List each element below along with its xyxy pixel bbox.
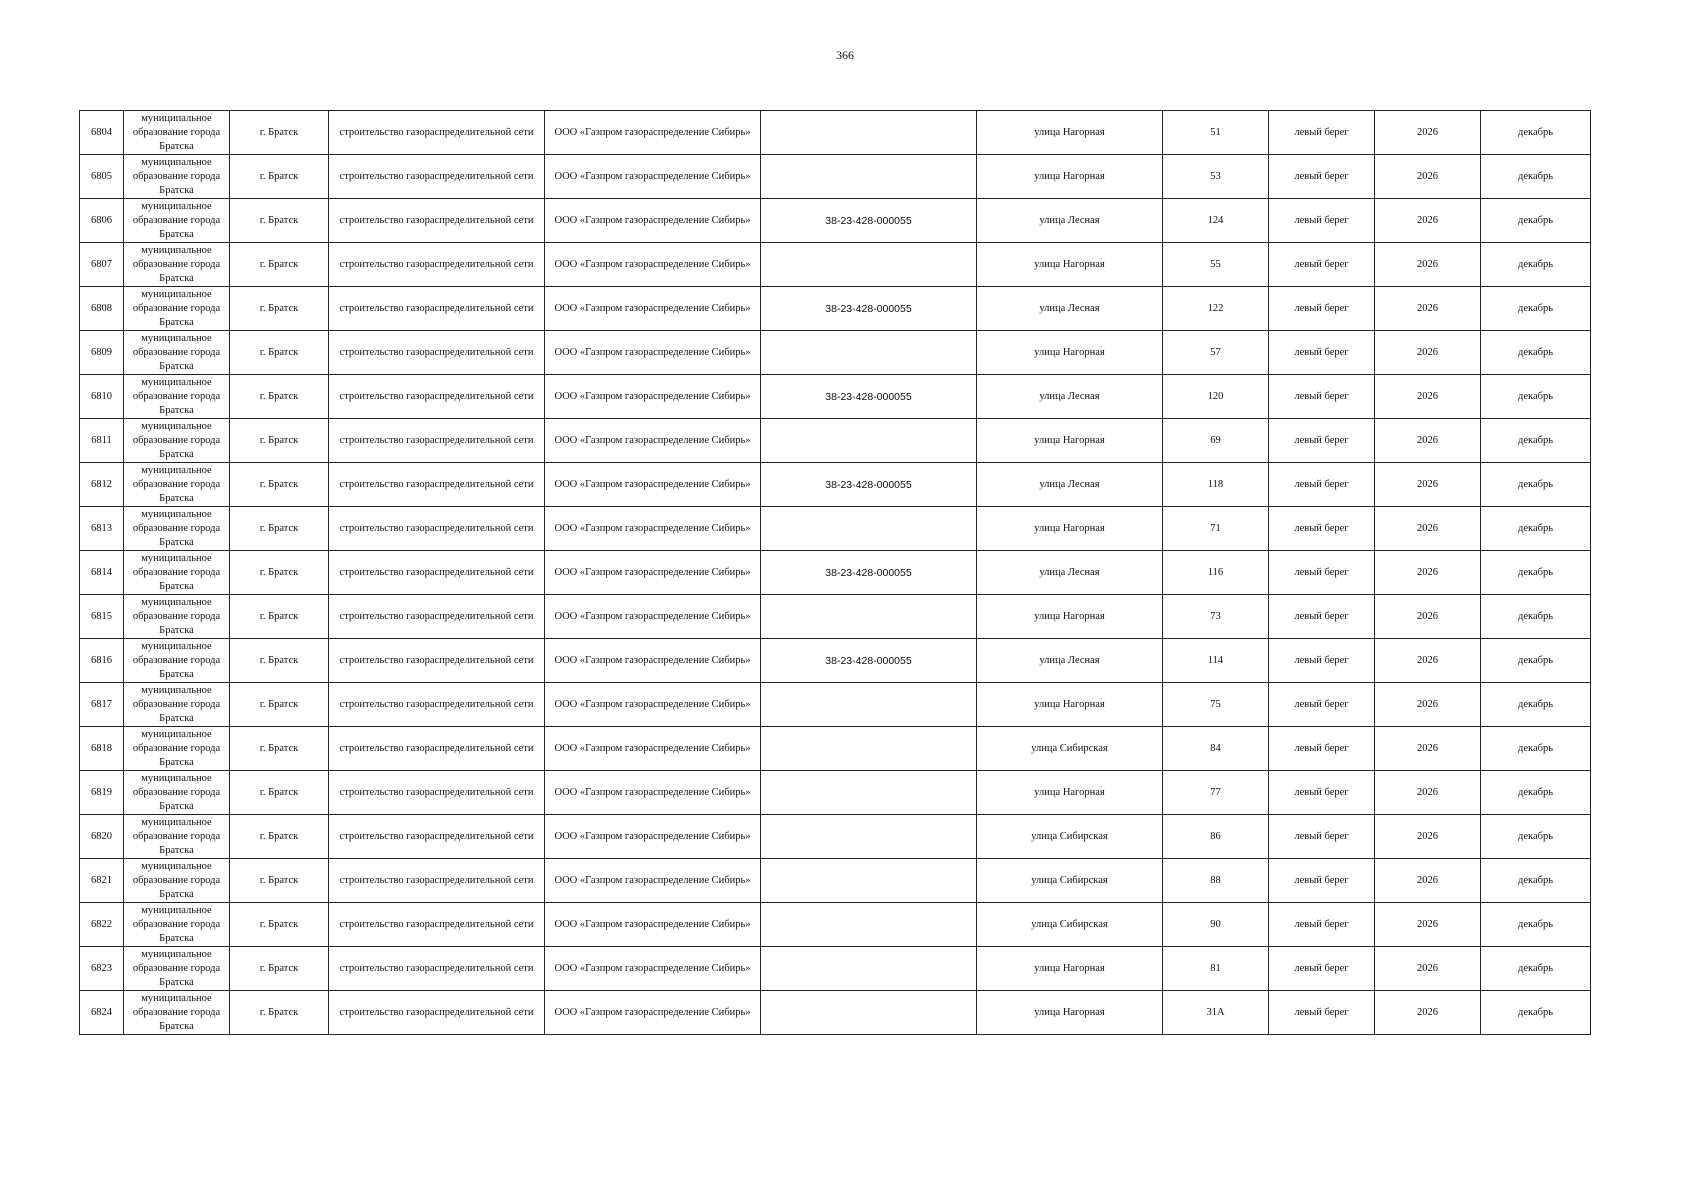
table-row: [80, 463, 1591, 507]
month-cell: декабрь: [1481, 903, 1591, 947]
table-row: [80, 859, 1591, 903]
city-cell: г. Братск: [230, 155, 329, 199]
year-cell: 2026: [1375, 859, 1481, 903]
house-number-cell: 114: [1163, 639, 1269, 683]
organization-cell: ООО «Газпром газораспределение Сибирь»: [545, 683, 761, 727]
river-bank-cell: левый берег: [1269, 947, 1375, 991]
row-number-cell: 6810: [80, 375, 124, 419]
table-row: [80, 375, 1591, 419]
organization-cell: ООО «Газпром газораспределение Сибирь»: [545, 639, 761, 683]
year-cell: 2026: [1375, 331, 1481, 375]
organization-cell: ООО «Газпром газораспределение Сибирь»: [545, 287, 761, 331]
work-type-cell: строительство газораспределительной сети: [329, 287, 545, 331]
organization-cell: ООО «Газпром газораспределение Сибирь»: [545, 595, 761, 639]
city-cell: г. Братск: [230, 639, 329, 683]
organization-cell: ООО «Газпром газораспределение Сибирь»: [545, 463, 761, 507]
organization-cell: ООО «Газпром газораспределение Сибирь»: [545, 243, 761, 287]
year-cell: 2026: [1375, 595, 1481, 639]
work-type-cell: строительство газораспределительной сети: [329, 683, 545, 727]
row-number-cell: 6813: [80, 507, 124, 551]
city-cell: г. Братск: [230, 419, 329, 463]
city-cell: г. Братск: [230, 683, 329, 727]
municipality-cell: муниципальное образование города Братска: [124, 947, 230, 991]
table-row: [80, 683, 1591, 727]
cadastral-number-cell: 38-23-428-000055: [761, 463, 977, 507]
organization-cell: ООО «Газпром газораспределение Сибирь»: [545, 903, 761, 947]
work-type-cell: строительство газораспределительной сети: [329, 507, 545, 551]
work-type-cell: строительство газораспределительной сети: [329, 771, 545, 815]
table-row: [80, 199, 1591, 243]
table-row: [80, 243, 1591, 287]
month-cell: декабрь: [1481, 287, 1591, 331]
work-type-cell: строительство газораспределительной сети: [329, 947, 545, 991]
street-cell: улица Сибирская: [977, 859, 1163, 903]
month-cell: декабрь: [1481, 639, 1591, 683]
street-cell: улица Сибирская: [977, 727, 1163, 771]
year-cell: 2026: [1375, 903, 1481, 947]
organization-cell: ООО «Газпром газораспределение Сибирь»: [545, 947, 761, 991]
city-cell: г. Братск: [230, 991, 329, 1035]
year-cell: 2026: [1375, 419, 1481, 463]
municipality-cell: муниципальное образование города Братска: [124, 595, 230, 639]
organization-cell: ООО «Газпром газораспределение Сибирь»: [545, 551, 761, 595]
cadastral-number-cell: 38-23-428-000055: [761, 375, 977, 419]
street-cell: улица Лесная: [977, 551, 1163, 595]
organization-cell: ООО «Газпром газораспределение Сибирь»: [545, 815, 761, 859]
municipality-cell: муниципальное образование города Братска: [124, 903, 230, 947]
street-cell: улица Нагорная: [977, 111, 1163, 155]
cadastral-number-cell: [761, 947, 977, 991]
street-cell: улица Лесная: [977, 463, 1163, 507]
month-cell: декабрь: [1481, 507, 1591, 551]
house-number-cell: 51: [1163, 111, 1269, 155]
street-cell: улица Нагорная: [977, 507, 1163, 551]
work-type-cell: строительство газораспределительной сети: [329, 991, 545, 1035]
year-cell: 2026: [1375, 683, 1481, 727]
house-number-cell: 71: [1163, 507, 1269, 551]
street-cell: улица Лесная: [977, 287, 1163, 331]
row-number-cell: 6806: [80, 199, 124, 243]
cadastral-number-cell: [761, 419, 977, 463]
row-number-cell: 6808: [80, 287, 124, 331]
cadastral-number-cell: [761, 595, 977, 639]
house-number-cell: 120: [1163, 375, 1269, 419]
municipality-cell: муниципальное образование города Братска: [124, 551, 230, 595]
organization-cell: ООО «Газпром газораспределение Сибирь»: [545, 991, 761, 1035]
river-bank-cell: левый берег: [1269, 419, 1375, 463]
row-number-cell: 6816: [80, 639, 124, 683]
river-bank-cell: левый берег: [1269, 375, 1375, 419]
year-cell: 2026: [1375, 507, 1481, 551]
work-type-cell: строительство газораспределительной сети: [329, 595, 545, 639]
street-cell: улица Нагорная: [977, 771, 1163, 815]
year-cell: 2026: [1375, 375, 1481, 419]
municipality-cell: муниципальное образование города Братска: [124, 507, 230, 551]
street-cell: улица Нагорная: [977, 683, 1163, 727]
registry-rows: [80, 111, 1591, 1035]
city-cell: г. Братск: [230, 859, 329, 903]
city-cell: г. Братск: [230, 111, 329, 155]
street-cell: улица Нагорная: [977, 155, 1163, 199]
table-row: [80, 551, 1591, 595]
river-bank-cell: левый берег: [1269, 727, 1375, 771]
work-type-cell: строительство газораспределительной сети: [329, 375, 545, 419]
municipality-cell: муниципальное образование города Братска: [124, 859, 230, 903]
house-number-cell: 81: [1163, 947, 1269, 991]
month-cell: декабрь: [1481, 771, 1591, 815]
house-number-cell: 53: [1163, 155, 1269, 199]
municipality-cell: муниципальное образование города Братска: [124, 199, 230, 243]
organization-cell: ООО «Газпром газораспределение Сибирь»: [545, 771, 761, 815]
city-cell: г. Братск: [230, 551, 329, 595]
cadastral-number-cell: 38-23-428-000055: [761, 551, 977, 595]
cadastral-number-cell: [761, 331, 977, 375]
city-cell: г. Братск: [230, 771, 329, 815]
row-number-cell: 6823: [80, 947, 124, 991]
year-cell: 2026: [1375, 155, 1481, 199]
street-cell: улица Сибирская: [977, 903, 1163, 947]
year-cell: 2026: [1375, 947, 1481, 991]
row-number-cell: 6805: [80, 155, 124, 199]
month-cell: декабрь: [1481, 595, 1591, 639]
municipality-cell: муниципальное образование города Братска: [124, 287, 230, 331]
municipality-cell: муниципальное образование города Братска: [124, 375, 230, 419]
month-cell: декабрь: [1481, 155, 1591, 199]
city-cell: г. Братск: [230, 331, 329, 375]
municipality-cell: муниципальное образование города Братска: [124, 727, 230, 771]
cadastral-number-cell: [761, 111, 977, 155]
river-bank-cell: левый берег: [1269, 683, 1375, 727]
organization-cell: ООО «Газпром газораспределение Сибирь»: [545, 155, 761, 199]
table-row: [80, 595, 1591, 639]
river-bank-cell: левый берег: [1269, 287, 1375, 331]
row-number-cell: 6819: [80, 771, 124, 815]
cadastral-number-cell: [761, 859, 977, 903]
year-cell: 2026: [1375, 815, 1481, 859]
month-cell: декабрь: [1481, 683, 1591, 727]
house-number-cell: 73: [1163, 595, 1269, 639]
month-cell: декабрь: [1481, 111, 1591, 155]
river-bank-cell: левый берег: [1269, 463, 1375, 507]
city-cell: г. Братск: [230, 199, 329, 243]
row-number-cell: 6818: [80, 727, 124, 771]
municipality-cell: муниципальное образование города Братска: [124, 771, 230, 815]
work-type-cell: строительство газораспределительной сети: [329, 243, 545, 287]
house-number-cell: 77: [1163, 771, 1269, 815]
cadastral-number-cell: 38-23-428-000055: [761, 199, 977, 243]
river-bank-cell: левый берег: [1269, 859, 1375, 903]
cadastral-number-cell: [761, 771, 977, 815]
month-cell: декабрь: [1481, 859, 1591, 903]
row-number-cell: 6809: [80, 331, 124, 375]
row-number-cell: 6814: [80, 551, 124, 595]
house-number-cell: 84: [1163, 727, 1269, 771]
municipality-cell: муниципальное образование города Братска: [124, 815, 230, 859]
table-row: [80, 947, 1591, 991]
organization-cell: ООО «Газпром газораспределение Сибирь»: [545, 375, 761, 419]
city-cell: г. Братск: [230, 507, 329, 551]
month-cell: декабрь: [1481, 463, 1591, 507]
work-type-cell: строительство газораспределительной сети: [329, 639, 545, 683]
year-cell: 2026: [1375, 727, 1481, 771]
month-cell: декабрь: [1481, 419, 1591, 463]
cadastral-number-cell: 38-23-428-000055: [761, 639, 977, 683]
house-number-cell: 88: [1163, 859, 1269, 903]
month-cell: декабрь: [1481, 375, 1591, 419]
work-type-cell: строительство газораспределительной сети: [329, 155, 545, 199]
cadastral-number-cell: [761, 243, 977, 287]
street-cell: улица Сибирская: [977, 815, 1163, 859]
cadastral-number-cell: [761, 507, 977, 551]
city-cell: г. Братск: [230, 375, 329, 419]
city-cell: г. Братск: [230, 815, 329, 859]
month-cell: декабрь: [1481, 199, 1591, 243]
cadastral-number-cell: [761, 683, 977, 727]
cadastral-number-cell: [761, 815, 977, 859]
river-bank-cell: левый берег: [1269, 771, 1375, 815]
row-number-cell: 6807: [80, 243, 124, 287]
street-cell: улица Нагорная: [977, 419, 1163, 463]
municipality-cell: муниципальное образование города Братска: [124, 331, 230, 375]
work-type-cell: строительство газораспределительной сети: [329, 903, 545, 947]
river-bank-cell: левый берег: [1269, 639, 1375, 683]
street-cell: улица Нагорная: [977, 243, 1163, 287]
row-number-cell: 6804: [80, 111, 124, 155]
work-type-cell: строительство газораспределительной сети: [329, 463, 545, 507]
house-number-cell: 116: [1163, 551, 1269, 595]
registry-table: [79, 110, 1591, 1035]
month-cell: декабрь: [1481, 243, 1591, 287]
street-cell: улица Лесная: [977, 375, 1163, 419]
cadastral-number-cell: [761, 991, 977, 1035]
month-cell: декабрь: [1481, 947, 1591, 991]
organization-cell: ООО «Газпром газораспределение Сибирь»: [545, 331, 761, 375]
city-cell: г. Братск: [230, 463, 329, 507]
month-cell: декабрь: [1481, 551, 1591, 595]
city-cell: г. Братск: [230, 287, 329, 331]
river-bank-cell: левый берег: [1269, 507, 1375, 551]
month-cell: декабрь: [1481, 815, 1591, 859]
year-cell: 2026: [1375, 551, 1481, 595]
cadastral-number-cell: [761, 155, 977, 199]
row-number-cell: 6815: [80, 595, 124, 639]
river-bank-cell: левый берег: [1269, 331, 1375, 375]
work-type-cell: строительство газораспределительной сети: [329, 727, 545, 771]
page-number: 366: [836, 48, 854, 62]
row-number-cell: 6817: [80, 683, 124, 727]
municipality-cell: муниципальное образование города Братска: [124, 419, 230, 463]
city-cell: г. Братск: [230, 595, 329, 639]
row-number-cell: 6812: [80, 463, 124, 507]
street-cell: улица Нагорная: [977, 331, 1163, 375]
year-cell: 2026: [1375, 991, 1481, 1035]
row-number-cell: 6811: [80, 419, 124, 463]
street-cell: улица Нагорная: [977, 595, 1163, 639]
table-row: [80, 419, 1591, 463]
work-type-cell: строительство газораспределительной сети: [329, 859, 545, 903]
table-row: [80, 507, 1591, 551]
organization-cell: ООО «Газпром газораспределение Сибирь»: [545, 111, 761, 155]
month-cell: декабрь: [1481, 331, 1591, 375]
river-bank-cell: левый берег: [1269, 111, 1375, 155]
house-number-cell: 86: [1163, 815, 1269, 859]
work-type-cell: строительство газораспределительной сети: [329, 111, 545, 155]
table-row: [80, 111, 1591, 155]
city-cell: г. Братск: [230, 727, 329, 771]
river-bank-cell: левый берег: [1269, 155, 1375, 199]
river-bank-cell: левый берег: [1269, 903, 1375, 947]
house-number-cell: 55: [1163, 243, 1269, 287]
organization-cell: ООО «Газпром газораспределение Сибирь»: [545, 419, 761, 463]
house-number-cell: 90: [1163, 903, 1269, 947]
row-number-cell: 6821: [80, 859, 124, 903]
organization-cell: ООО «Газпром газораспределение Сибирь»: [545, 859, 761, 903]
year-cell: 2026: [1375, 771, 1481, 815]
row-number-cell: 6820: [80, 815, 124, 859]
year-cell: 2026: [1375, 243, 1481, 287]
table-row: [80, 903, 1591, 947]
table-row: [80, 727, 1591, 771]
street-cell: улица Нагорная: [977, 947, 1163, 991]
cadastral-number-cell: [761, 903, 977, 947]
organization-cell: ООО «Газпром газораспределение Сибирь»: [545, 727, 761, 771]
work-type-cell: строительство газораспределительной сети: [329, 551, 545, 595]
work-type-cell: строительство газораспределительной сети: [329, 815, 545, 859]
street-cell: улица Лесная: [977, 639, 1163, 683]
house-number-cell: 31А: [1163, 991, 1269, 1035]
house-number-cell: 124: [1163, 199, 1269, 243]
work-type-cell: строительство газораспределительной сети: [329, 331, 545, 375]
table-row: [80, 771, 1591, 815]
month-cell: декабрь: [1481, 727, 1591, 771]
river-bank-cell: левый берег: [1269, 595, 1375, 639]
organization-cell: ООО «Газпром газораспределение Сибирь»: [545, 199, 761, 243]
year-cell: 2026: [1375, 287, 1481, 331]
river-bank-cell: левый берег: [1269, 815, 1375, 859]
month-cell: декабрь: [1481, 991, 1591, 1035]
cadastral-number-cell: 38-23-428-000055: [761, 287, 977, 331]
municipality-cell: муниципальное образование города Братска: [124, 991, 230, 1035]
municipality-cell: муниципальное образование города Братска: [124, 155, 230, 199]
street-cell: улица Нагорная: [977, 991, 1163, 1035]
work-type-cell: строительство газораспределительной сети: [329, 199, 545, 243]
organization-cell: ООО «Газпром газораспределение Сибирь»: [545, 507, 761, 551]
house-number-cell: 122: [1163, 287, 1269, 331]
municipality-cell: муниципальное образование города Братска: [124, 243, 230, 287]
cadastral-number-cell: [761, 727, 977, 771]
row-number-cell: 6822: [80, 903, 124, 947]
river-bank-cell: левый берег: [1269, 551, 1375, 595]
table-row: [80, 639, 1591, 683]
work-type-cell: строительство газораспределительной сети: [329, 419, 545, 463]
year-cell: 2026: [1375, 463, 1481, 507]
table-row: [80, 991, 1591, 1035]
street-cell: улица Лесная: [977, 199, 1163, 243]
house-number-cell: 75: [1163, 683, 1269, 727]
house-number-cell: 69: [1163, 419, 1269, 463]
year-cell: 2026: [1375, 199, 1481, 243]
year-cell: 2026: [1375, 639, 1481, 683]
city-cell: г. Братск: [230, 947, 329, 991]
river-bank-cell: левый берег: [1269, 199, 1375, 243]
city-cell: г. Братск: [230, 243, 329, 287]
municipality-cell: муниципальное образование города Братска: [124, 463, 230, 507]
row-number-cell: 6824: [80, 991, 124, 1035]
table-row: [80, 155, 1591, 199]
house-number-cell: 118: [1163, 463, 1269, 507]
table-row: [80, 815, 1591, 859]
river-bank-cell: левый берег: [1269, 243, 1375, 287]
municipality-cell: муниципальное образование города Братска: [124, 639, 230, 683]
table-row: [80, 331, 1591, 375]
year-cell: 2026: [1375, 111, 1481, 155]
table-row: [80, 287, 1591, 331]
city-cell: г. Братск: [230, 903, 329, 947]
river-bank-cell: левый берег: [1269, 991, 1375, 1035]
municipality-cell: муниципальное образование города Братска: [124, 683, 230, 727]
municipality-cell: муниципальное образование города Братска: [124, 111, 230, 155]
house-number-cell: 57: [1163, 331, 1269, 375]
